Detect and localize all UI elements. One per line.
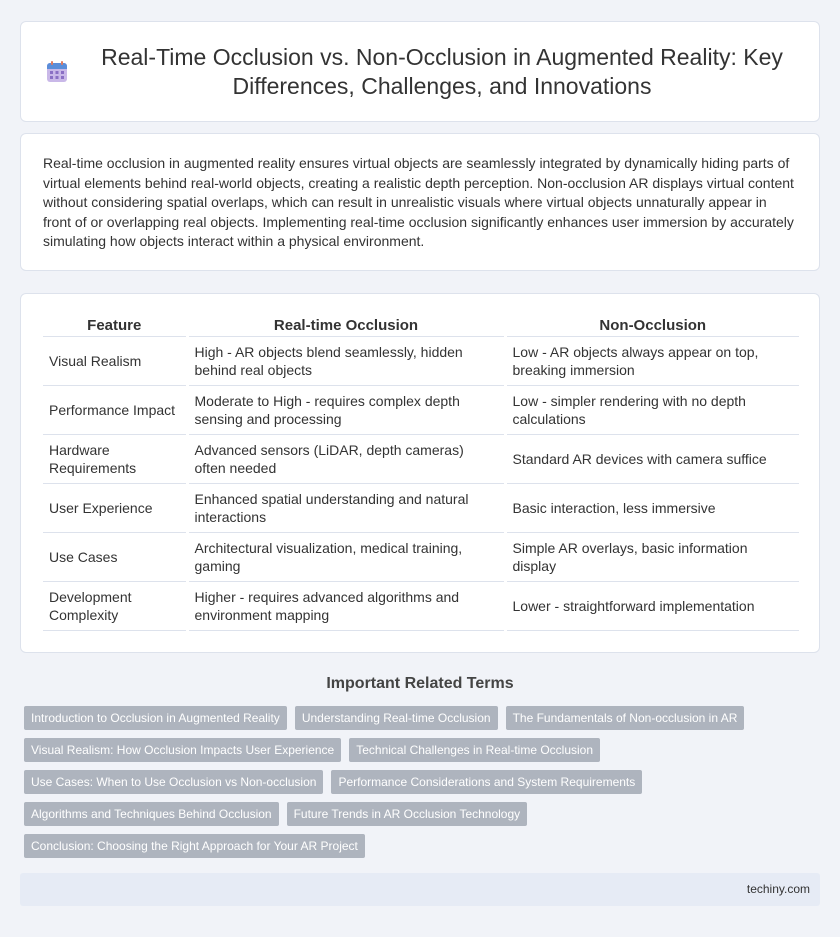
feature-cell: Development Complexity bbox=[43, 582, 187, 631]
related-term-link[interactable]: Performance Considerations and System Requirements bbox=[331, 770, 642, 794]
table-row bbox=[43, 337, 799, 386]
feature-cell: Performance Impact bbox=[43, 386, 187, 435]
occlusion-cell: Higher - requires advanced algorithms and environment mapping bbox=[187, 582, 505, 631]
header-real-time-occlusion: Real-time Occlusion bbox=[187, 314, 505, 337]
table-header-row bbox=[43, 314, 799, 337]
footer-site-link[interactable]: techiny.com bbox=[746, 882, 810, 896]
table-row bbox=[43, 484, 799, 533]
related-term-link[interactable]: Use Cases: When to Use Occlusion vs Non-occlusion bbox=[24, 770, 323, 794]
non-occlusion-cell: Basic interaction, less immersive bbox=[505, 484, 799, 533]
intro-paragraph: Real-time occlusion in augmented reality ensures virtual objects are seamlessly integrated by dynamically hiding parts of virtual elements behind real-world objects, creating a realistic depth perception. Non-occlusion AR displays virtual content without considering spatial overlaps, which can result in unrealistic visuals where virtual objects unnaturally appear in front of or overlapping real objects. Implementing real-time occlusion significantly enhances user immersion by accurately simulating how objects interact within a physical environment. bbox=[43, 155, 794, 250]
table-row bbox=[43, 386, 799, 435]
header-non-occlusion: Non-Occlusion bbox=[505, 314, 799, 337]
related-terms-list bbox=[24, 706, 820, 866]
feature-cell: Visual Realism bbox=[43, 337, 187, 386]
title-card bbox=[20, 21, 820, 122]
occlusion-cell: Architectural visualization, medical training, gaming bbox=[187, 533, 505, 582]
page-title: Real-Time Occlusion vs. Non-Occlusion in Augmented Reality: Key Differences, Challenges, and Innovations bbox=[101, 43, 783, 99]
related-term-link[interactable]: Technical Challenges in Real-time Occlusion bbox=[349, 738, 600, 762]
comparison-table bbox=[43, 314, 799, 631]
occlusion-cell: Moderate to High - requires complex depth sensing and processing bbox=[187, 386, 505, 435]
non-occlusion-cell: Simple AR overlays, basic information display bbox=[505, 533, 799, 582]
related-term-link[interactable]: Algorithms and Techniques Behind Occlusion bbox=[24, 802, 279, 826]
related-term-link[interactable]: Visual Realism: How Occlusion Impacts User Experience bbox=[24, 738, 341, 762]
feature-cell: User Experience bbox=[43, 484, 187, 533]
table-row bbox=[43, 533, 799, 582]
title-wrap bbox=[45, 43, 795, 101]
related-term-link[interactable]: Future Trends in AR Occlusion Technology bbox=[287, 802, 528, 826]
related-terms-title: Important Related Terms bbox=[326, 675, 514, 692]
table-row bbox=[43, 435, 799, 484]
non-occlusion-cell: Standard AR devices with camera suffice bbox=[505, 435, 799, 484]
occlusion-cell: Advanced sensors (LiDAR, depth cameras) often needed bbox=[187, 435, 505, 484]
feature-cell: Hardware Requirements bbox=[43, 435, 187, 484]
calendar-icon bbox=[45, 60, 69, 84]
non-occlusion-cell: Lower - straightforward implementation bbox=[505, 582, 799, 631]
comparison-table-card bbox=[20, 293, 820, 653]
intro-card bbox=[20, 133, 820, 271]
related-term-link[interactable]: Conclusion: Choosing the Right Approach for Your AR Project bbox=[24, 834, 365, 858]
related-term-link[interactable]: Understanding Real-time Occlusion bbox=[295, 706, 498, 730]
feature-cell: Use Cases bbox=[43, 533, 187, 582]
related-term-link[interactable]: Introduction to Occlusion in Augmented Reality bbox=[24, 706, 287, 730]
non-occlusion-cell: Low - AR objects always appear on top, breaking immersion bbox=[505, 337, 799, 386]
occlusion-cell: Enhanced spatial understanding and natural interactions bbox=[187, 484, 505, 533]
header-feature: Feature bbox=[43, 314, 187, 337]
related-term-link[interactable]: The Fundamentals of Non-occlusion in AR bbox=[506, 706, 745, 730]
table-row bbox=[43, 582, 799, 631]
occlusion-cell: High - AR objects blend seamlessly, hidden behind real objects bbox=[187, 337, 505, 386]
non-occlusion-cell: Low - simpler rendering with no depth calculations bbox=[505, 386, 799, 435]
footer bbox=[20, 873, 820, 906]
